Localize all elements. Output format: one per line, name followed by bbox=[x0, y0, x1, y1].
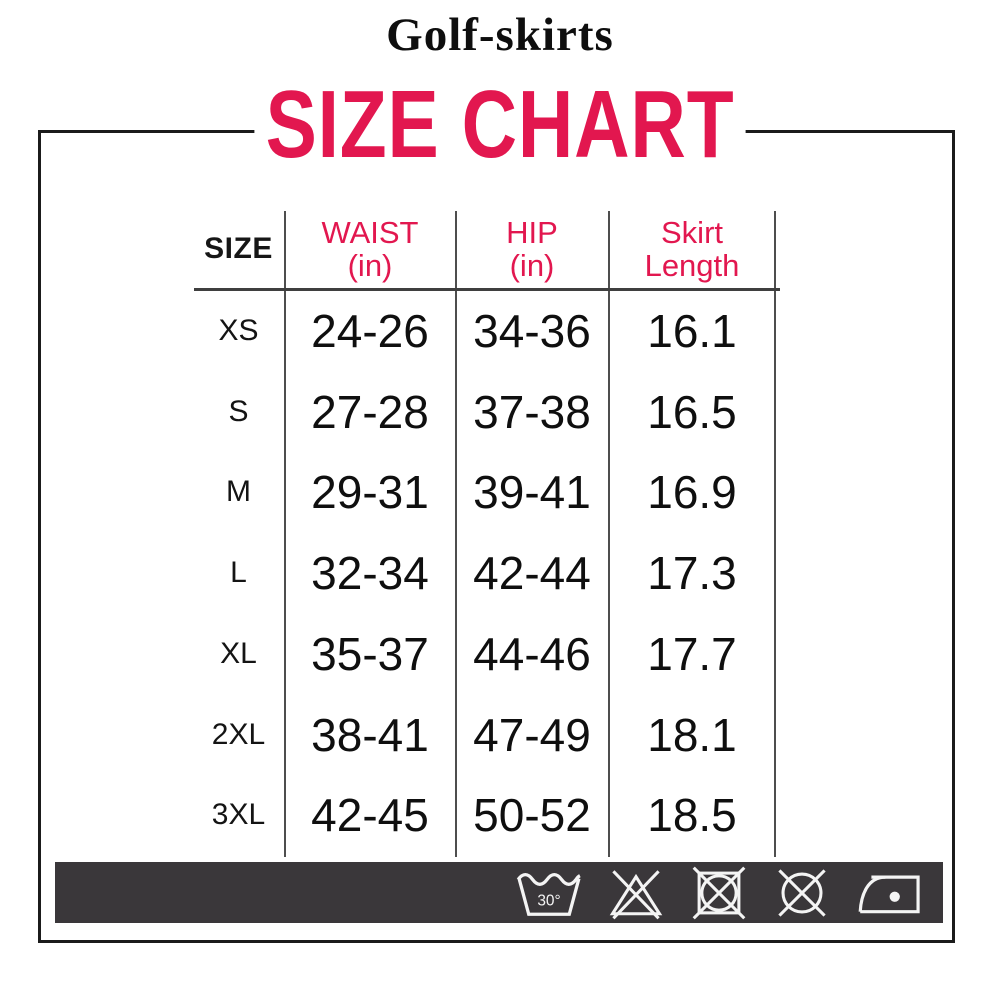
size-cell: XS bbox=[218, 313, 259, 347]
do-not-bleach-icon bbox=[604, 865, 668, 921]
waist-cell: 24-26 bbox=[311, 304, 429, 357]
size-cell: M bbox=[226, 474, 251, 508]
length-cell: 18.5 bbox=[647, 788, 737, 841]
wash-temp-label: 30° bbox=[537, 892, 561, 910]
waist-cell: 29-31 bbox=[311, 465, 429, 518]
column-header-waist-line2: (in) bbox=[347, 248, 393, 283]
do-not-dry-clean-icon bbox=[770, 865, 834, 921]
page-title-text: SIZE CHART bbox=[254, 77, 745, 173]
column-header-skirt-line1: Skirt bbox=[661, 215, 723, 250]
hip-cell: 37-38 bbox=[473, 385, 591, 438]
waist-cell: 27-28 bbox=[311, 385, 429, 438]
column-header-size: SIZE bbox=[204, 232, 273, 265]
do-not-tumble-dry-icon bbox=[687, 865, 751, 921]
column-header-waist bbox=[286, 210, 454, 288]
waist-cell: 38-41 bbox=[311, 708, 429, 761]
column-header-hip-line2: (in) bbox=[509, 248, 555, 283]
hip-cell: 44-46 bbox=[473, 627, 591, 680]
size-cell: 3XL bbox=[211, 797, 266, 831]
column-header-hip-line1: HIP bbox=[506, 215, 558, 250]
wash-30-icon bbox=[513, 865, 585, 921]
size-cell: 2XL bbox=[211, 717, 266, 751]
hip-cell: 34-36 bbox=[473, 304, 591, 357]
hip-cell: 50-52 bbox=[473, 788, 591, 841]
length-cell: 17.7 bbox=[647, 627, 737, 680]
waist-cell: 35-37 bbox=[311, 627, 429, 680]
length-cell: 18.1 bbox=[647, 708, 737, 761]
care-instructions-bar bbox=[55, 862, 943, 923]
column-header-skirt-line2: Length bbox=[644, 248, 740, 283]
length-cell: 16.9 bbox=[647, 465, 737, 518]
hip-cell: 39-41 bbox=[473, 465, 591, 518]
care-icons-group bbox=[513, 865, 929, 921]
brand-title: Golf-skirts bbox=[386, 9, 614, 61]
hip-cell: 47-49 bbox=[473, 708, 591, 761]
length-cell: 17.3 bbox=[647, 546, 737, 599]
iron-low-icon bbox=[853, 865, 929, 921]
length-cell: 16.1 bbox=[647, 304, 737, 357]
column-header-hip bbox=[457, 210, 607, 288]
size-cell: XL bbox=[220, 636, 257, 670]
column-header-skirt-length bbox=[610, 210, 774, 288]
column-header-waist-line1: WAIST bbox=[321, 215, 419, 250]
page-title bbox=[0, 71, 1000, 201]
waist-cell: 32-34 bbox=[311, 546, 429, 599]
waist-cell: 42-45 bbox=[311, 788, 429, 841]
size-cell: S bbox=[228, 394, 249, 428]
column-divider bbox=[774, 211, 776, 857]
length-cell: 16.5 bbox=[647, 385, 737, 438]
size-cell: L bbox=[230, 555, 247, 589]
hip-cell: 42-44 bbox=[473, 546, 591, 599]
